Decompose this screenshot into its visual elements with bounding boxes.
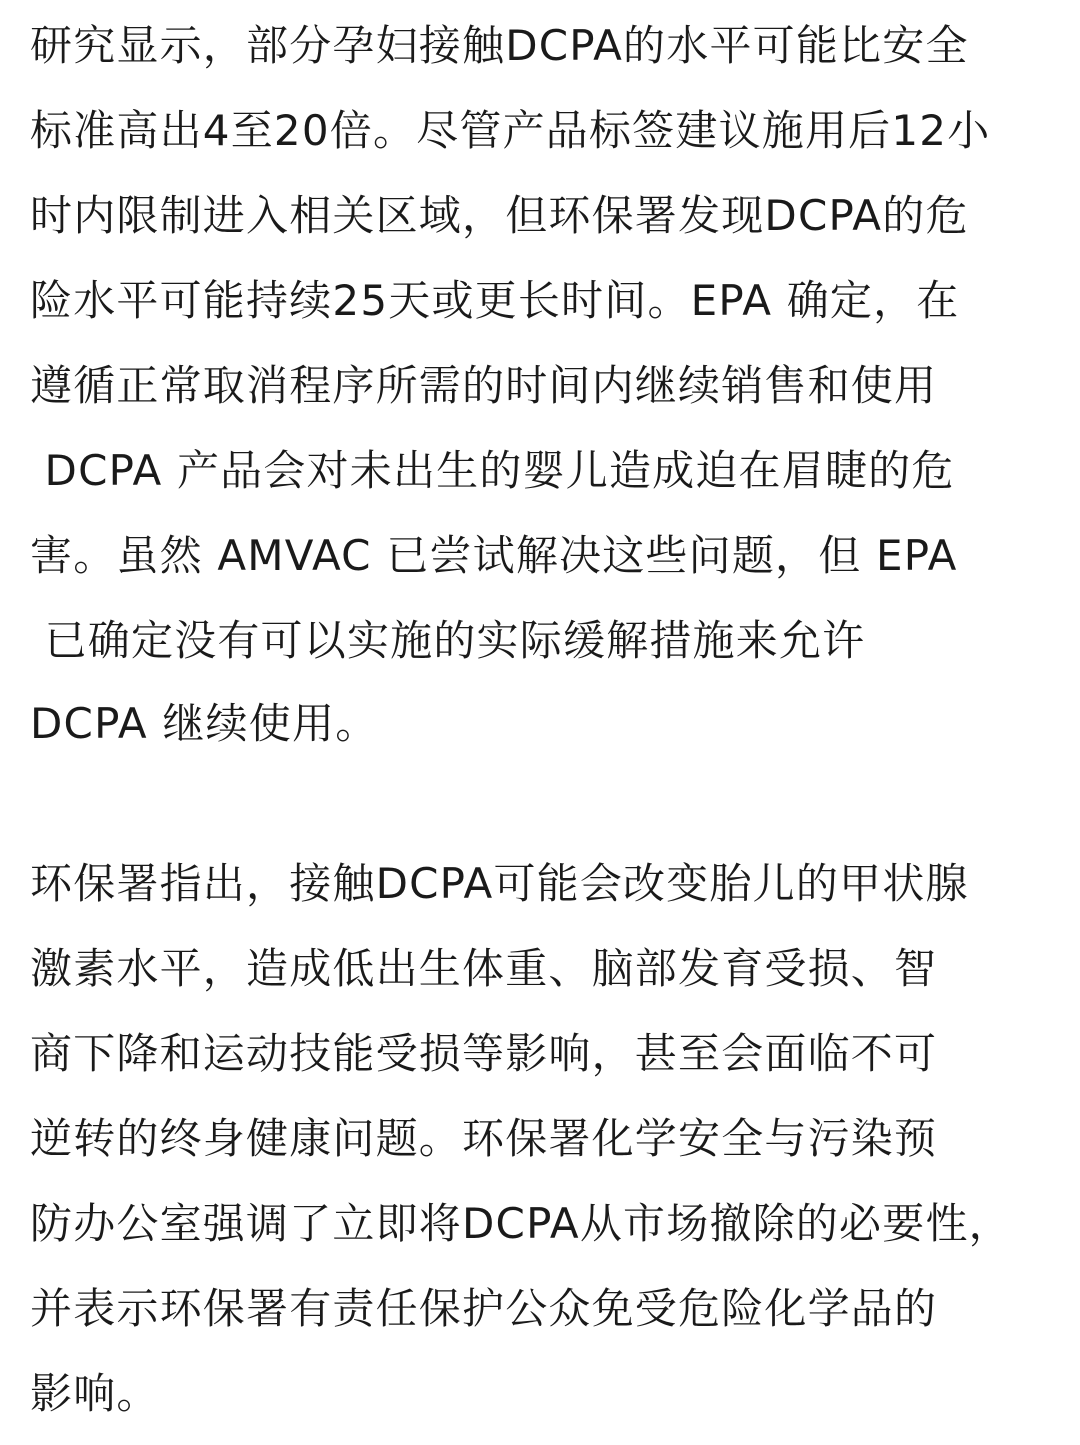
text-line: 险水平可能持续25天或更长时间。EPA 确定，在 — [30, 276, 960, 325]
text-line: 害。虽然 AMVAC 已尝试解决这些问题，但 EPA — [30, 531, 958, 580]
text-line: DCPA 产品会对未出生的婴儿造成迫在眉睫的危 — [30, 446, 955, 495]
text-line: 标准高出4至20倍。尽管产品标签建议施用后12小 — [30, 106, 991, 155]
text-line: 时内限制进入相关区域，但环保署发现DCPA的危 — [30, 191, 969, 240]
text-line: 影响。 — [30, 1369, 160, 1418]
text-line: 激素水平，造成低出生体重、脑部发育受损、智 — [30, 944, 938, 993]
text-line: 并表示环保署有责任保护公众免受危险化学品的 — [30, 1284, 938, 1333]
text-line: 环保署指出，接触DCPA可能会改变胎儿的甲状腺 — [30, 859, 969, 908]
text-line: 商下降和运动技能受损等影响，甚至会面临不可 — [30, 1029, 938, 1078]
text-line: 逆转的终身健康问题。环保署化学安全与污染预 — [30, 1114, 938, 1163]
text-line: 遵循正常取消程序所需的时间内继续销售和使用 — [30, 361, 938, 410]
text-line: 已确定没有可以实施的实际缓解措施来允许 — [30, 616, 866, 665]
text-line: DCPA 继续使用。 — [30, 699, 379, 748]
text-line: 防办公室强调了立即将DCPA从市场撤除的必要性， — [30, 1199, 1012, 1248]
text-line: 研究显示，部分孕妇接触DCPA的水平可能比安全 — [30, 21, 969, 70]
